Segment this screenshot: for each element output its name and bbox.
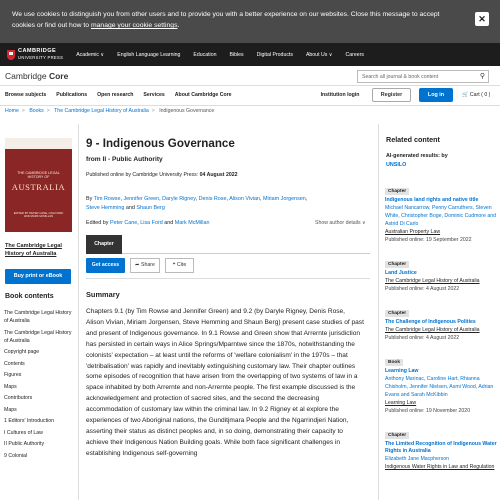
contents-item[interactable]: Contents bbox=[4, 360, 25, 367]
related-content-heading: Related content bbox=[386, 135, 440, 144]
related-type-badge: Chapter bbox=[385, 310, 409, 317]
edited-by-label: Edited by bbox=[86, 220, 109, 226]
author-link[interactable]: Daryle Rigney bbox=[162, 196, 196, 202]
logo-line2: UNIVERSITY PRESS bbox=[18, 54, 64, 60]
cart-icon: 🛒 bbox=[462, 92, 469, 98]
search-input[interactable] bbox=[357, 70, 489, 83]
tab-bar bbox=[86, 235, 370, 254]
nav-academic[interactable]: Academic ∨ bbox=[76, 51, 105, 58]
book-cover[interactable] bbox=[5, 138, 72, 232]
nav-english-language-learning[interactable]: English Language Learning bbox=[117, 51, 181, 58]
core-logo-a: Cambridge bbox=[5, 70, 47, 81]
core-header bbox=[0, 66, 500, 86]
cite-label: Cite bbox=[177, 262, 187, 268]
ai-results-label bbox=[386, 152, 496, 170]
nav-browse-subjects[interactable]: Browse subjects bbox=[5, 91, 47, 98]
cite-button[interactable] bbox=[165, 258, 194, 273]
logo-line1: CAMBRIDGE bbox=[18, 48, 57, 54]
contents-item[interactable]: Maps bbox=[4, 406, 17, 413]
related-type-badge: Chapter bbox=[385, 432, 409, 439]
editor-link[interactable]: Peter Cane bbox=[109, 220, 138, 226]
top-navigation bbox=[0, 43, 500, 66]
core-logo-b: Core bbox=[48, 70, 69, 81]
nav-about-us[interactable]: About Us ∨ bbox=[305, 51, 333, 58]
author-link[interactable]: Denis Rose bbox=[198, 196, 227, 202]
summary-section bbox=[86, 278, 370, 500]
action-bar bbox=[86, 258, 370, 275]
share-label: Share bbox=[140, 262, 155, 268]
related-content-sidebar bbox=[378, 124, 500, 500]
cookie-banner: We use cookies to distinguish you from other users and to provide you with a better experience on our websites. Close this message to accept cookies or find out how to manage your cookie settings. ✕ bbox=[0, 0, 500, 43]
nav-services[interactable]: Services bbox=[143, 91, 165, 98]
cover-editors: EDITED BY PETER CANE, LISA FORD AND MARK McMILLAN bbox=[13, 211, 64, 219]
book-contents-list bbox=[4, 309, 74, 463]
show-author-details-toggle[interactable]: Show author details ∨ bbox=[315, 220, 366, 226]
related-item bbox=[385, 301, 497, 343]
cookie-settings-link[interactable]: manage your cookie settings bbox=[90, 22, 178, 29]
editor-link[interactable]: Lisa Ford bbox=[140, 220, 163, 226]
get-access-button[interactable]: Get access bbox=[86, 258, 125, 273]
cookie-text: We use cookies to distinguish you from other users and to provide you with a better experience on our websites. Close this message to accept cookies or find out how to bbox=[12, 11, 440, 29]
cover-title-small: THE CAMBRIDGE LEGAL HISTORY OF bbox=[17, 171, 60, 180]
search-icon[interactable]: ⚲ bbox=[479, 73, 485, 80]
published-date: 04 August 2022 bbox=[199, 172, 238, 178]
related-authors[interactable]: Michael Nancarrow, Penny Carruthers, Steven White, Christopher Boge, Dominic Cudmore and Astrid Di Carlo bbox=[385, 205, 497, 227]
contents-item[interactable]: I Cultures of Law bbox=[4, 429, 43, 436]
search-placeholder: Search all journal & book content bbox=[362, 74, 439, 80]
and-label: and bbox=[164, 220, 174, 226]
related-date: Published online: 4 August 2022 bbox=[385, 335, 460, 341]
related-item bbox=[385, 350, 497, 416]
related-title-link[interactable]: Learning Law bbox=[385, 368, 419, 374]
author-link[interactable]: Steve Hemming bbox=[86, 205, 125, 212]
nav-bibles[interactable]: Bibles bbox=[229, 51, 244, 58]
summary-heading: Summary bbox=[86, 290, 120, 299]
contents-item[interactable]: Figures bbox=[4, 372, 22, 379]
related-book-link[interactable]: The Cambridge Legal History of Australia bbox=[385, 278, 480, 284]
contents-item[interactable]: The Cambridge Legal History of Australia bbox=[4, 329, 72, 344]
cambridge-core-logo[interactable] bbox=[5, 71, 68, 81]
published-label: Published online by Cambridge University Press: bbox=[86, 172, 199, 178]
author-link[interactable]: Jennifer Green bbox=[123, 196, 160, 202]
related-book-link[interactable]: Indigenous Water Rights in Law and Regulation bbox=[385, 464, 495, 470]
related-book-link[interactable]: The Cambridge Legal History of Australia bbox=[385, 327, 480, 333]
institution-login-link[interactable]: Institution login bbox=[320, 91, 360, 98]
cart-label: Cart ( 0 ) bbox=[469, 92, 491, 98]
editors-line: Edited by Peter Cane, Lisa Ford and Mark McMillan bbox=[86, 220, 210, 226]
contents-item[interactable]: Maps bbox=[4, 383, 17, 390]
related-date: Published online: 19 November 2020 bbox=[385, 408, 471, 414]
by-label: By bbox=[86, 196, 93, 202]
nav-education[interactable]: Education bbox=[193, 51, 217, 58]
related-item bbox=[385, 252, 497, 294]
cover-title: AUSTRALIA bbox=[11, 182, 66, 192]
related-type-badge: Chapter bbox=[385, 188, 409, 195]
related-item bbox=[385, 423, 497, 471]
book-title-link[interactable]: The Cambridge Legal History of Australia bbox=[5, 243, 62, 257]
related-title-link[interactable]: Land Justice bbox=[385, 270, 417, 276]
author-link[interactable]: Miriam Jorgensen bbox=[262, 196, 306, 202]
tab-chapter[interactable]: Chapter bbox=[86, 235, 122, 254]
related-type-badge: Book bbox=[385, 359, 403, 366]
contents-item[interactable]: The Cambridge Legal History of Australia bbox=[4, 310, 72, 325]
related-title-link[interactable]: The Limited Recognition of Indigenous Water Rights in Australia bbox=[385, 441, 497, 454]
breadcrumb-book[interactable]: The Cambridge Legal History of Australia bbox=[54, 108, 149, 114]
login-button[interactable]: Log in bbox=[419, 88, 453, 102]
nav-publications[interactable]: Publications bbox=[56, 91, 88, 98]
chapter-part: from II - Public Authority bbox=[86, 156, 163, 163]
author-link[interactable]: Tim Rowse bbox=[93, 196, 121, 202]
left-sidebar bbox=[0, 124, 79, 500]
related-date: Published online: 4 August 2022 bbox=[385, 286, 460, 292]
related-book-link[interactable]: Learning Law bbox=[385, 400, 417, 406]
related-title-link[interactable]: Indigenous land rights and native title bbox=[385, 197, 479, 203]
author-link[interactable]: Alison Vivian bbox=[229, 196, 260, 202]
nav-about-cambridge-core[interactable]: About Cambridge Core bbox=[174, 91, 232, 98]
buy-print-button[interactable]: Buy print or eBook bbox=[5, 269, 71, 284]
unsilo-link[interactable]: UNSILO bbox=[386, 162, 407, 168]
breadcrumb-current: Indigenous Governance bbox=[159, 108, 215, 114]
published-info bbox=[86, 172, 238, 178]
cover-stripe bbox=[5, 138, 72, 149]
related-book-link[interactable]: Australian Property Law bbox=[385, 229, 441, 235]
related-list bbox=[385, 179, 497, 478]
shield-icon bbox=[7, 50, 15, 60]
share-icon: ➦ bbox=[135, 262, 140, 268]
breadcrumb-home[interactable]: Home bbox=[5, 108, 19, 114]
nav-digital-products[interactable]: Digital Products bbox=[256, 51, 293, 58]
editor-link[interactable]: Mark McMillan bbox=[174, 220, 210, 226]
related-type-badge: Chapter bbox=[385, 261, 409, 268]
cambridge-logo[interactable] bbox=[7, 49, 63, 60]
contents-item[interactable]: Copyright page bbox=[4, 349, 40, 356]
related-title-link[interactable]: The Challenge of Indigenous Polities bbox=[385, 319, 476, 325]
share-button[interactable] bbox=[130, 258, 160, 273]
related-authors[interactable]: Anthony Marinac, Caroline Hart, Rhianna Chisholm, Jennifer Nielsen, Asmi Wood, Adrian Evans and Sarah McKibbin bbox=[385, 376, 494, 398]
register-button[interactable]: Register bbox=[372, 88, 411, 102]
related-item bbox=[385, 179, 497, 245]
summary-text: Chapters 9.1 (by Tim Rowse and Jennifer Green) and 9.2 (by Daryle Rigney, Denis Rose, Alison Vivian, Miriam Jorgensen, Steve Hemming and Shaun Berg) present case studies of past and present of Indigenous governance. In 9.1 Rowse and Green show that Arrernte jurisdiction has persisted in certain ways in Alice Springs/Mparntwe since the 1870s, notwithstanding the colonists' expectation – at least until the reforms of 'welfare colonialism' in the 1970s – that 'detribalisation' was rapidly and inevitably extinguishing customary law. Their chapter outlines some episodes of recognition that have arisen from the overlapping of two systems of law in a space inhabited by both Arrernte and non-Arrernte people. The first example discussed is the acknowledgement and protection of sacred sites, and the second the decreasing accommodation of customary law within the criminal law. In 9.2 Rigney et al explore the experiences of two Aboriginal nations, the Gunditjmara People and the Ngarrindjeri Nation, asserting their status as distinct peoples and, in so doing, demonstrating their capacity to achieve their Indigenous Nation Building goals. While both face significant challenges in establishing Indigenous self-governing bbox=[86, 308, 364, 457]
contents-item[interactable]: 9 Colonial bbox=[4, 452, 28, 459]
breadcrumb: Home > Books > The Cambridge Legal History of Australia > Indigenous Governance bbox=[5, 108, 215, 114]
author-link[interactable]: Shaun Berg bbox=[136, 205, 165, 212]
ai-label: AI-generated results: by bbox=[386, 153, 448, 159]
contents-item[interactable]: II Public Authority bbox=[4, 441, 45, 448]
breadcrumb-books[interactable]: Books bbox=[29, 108, 44, 114]
related-date: Published online: 19 September 2022 bbox=[385, 237, 472, 243]
chapter-title: 9 - Indigenous Governance bbox=[86, 137, 235, 150]
nav-careers[interactable]: Careers bbox=[345, 51, 364, 58]
close-icon[interactable]: ✕ bbox=[475, 12, 489, 26]
book-contents-heading: Book contents bbox=[5, 293, 54, 300]
contents-item[interactable]: 1 Editors' Introduction bbox=[4, 418, 55, 425]
cart-button[interactable] bbox=[462, 88, 490, 102]
quote-icon: ❝ bbox=[172, 262, 176, 268]
and-label: and bbox=[125, 205, 135, 212]
nav-open-research[interactable]: Open research bbox=[97, 91, 134, 98]
related-authors[interactable]: Elizabeth Jane Macpherson bbox=[385, 456, 450, 462]
header-divider bbox=[0, 105, 500, 106]
contents-item[interactable]: Contributors bbox=[4, 395, 33, 402]
author-list: By Tim Rowse, Jennifer Green, Daryle Rigney, Denis Rose, Alison Vivian, Miriam Jorgensen, Steve Hemming and Shaun Berg bbox=[86, 196, 308, 212]
